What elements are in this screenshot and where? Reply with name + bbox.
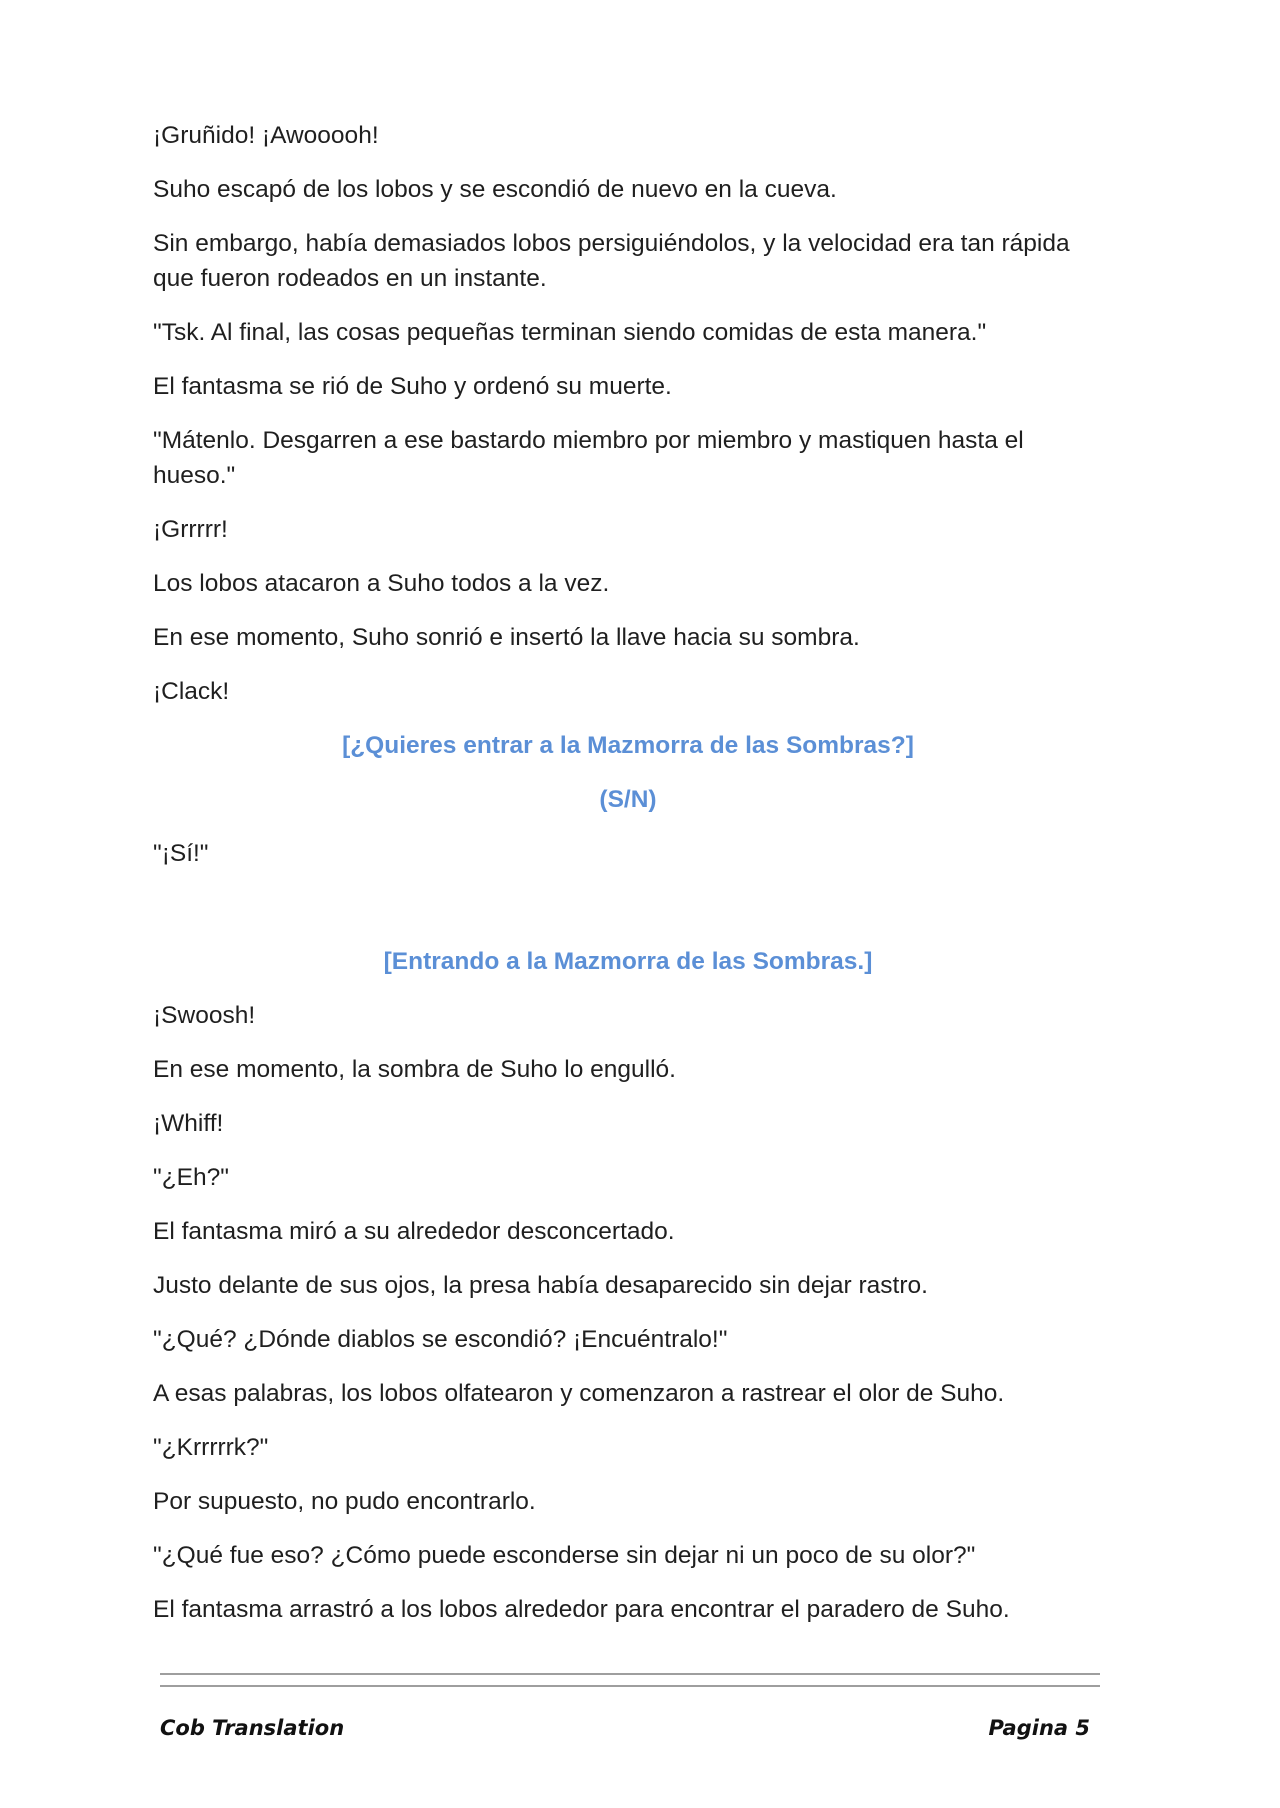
paragraph: El fantasma se rió de Suho y ordenó su muerte. [153,373,672,400]
footer-translator-name: Cob Translation [160,1716,345,1740]
paragraph: ¡Clack! [153,678,230,705]
paragraph: "¿Qué? ¿Dónde diablos se escondió? ¡Encuéntralo!" [153,1326,728,1353]
page-content [153,118,1113,1646]
paragraph: ¡Whiff! [153,1110,224,1137]
paragraph: Por supuesto, no pudo encontrarlo. [153,1488,536,1515]
paragraph: "¿Krrrrrk?" [153,1434,269,1461]
spacer [153,890,1113,944]
paragraph: Sin embargo, había demasiados lobos persiguiéndolos, y la velocidad era tan rápida que fueron rodeados en un instante. [153,230,1070,292]
paragraph: ¡Gruñido! ¡Awooooh! [153,122,379,149]
system-message-entering: [Entrando a la Mazmorra de las Sombras.] [383,948,873,975]
paragraph: ¡Swoosh! [153,1002,256,1029]
paragraph-reply: "¡Sí!" [153,840,209,867]
paragraph: "Mátenlo. Desgarren a ese bastardo miembro por miembro y mastiquen hasta el hueso." [153,427,1024,489]
footer-divider-bottom [160,1685,1100,1687]
paragraph: "¿Eh?" [153,1164,229,1191]
paragraph: A esas palabras, los lobos olfatearon y comenzaron a rastrear el olor de Suho. [153,1380,1005,1407]
paragraph: Los lobos atacaron a Suho todos a la vez. [153,570,610,597]
paragraph: El fantasma miró a su alrededor desconcertado. [153,1218,675,1245]
paragraph: "¿Qué fue eso? ¿Cómo puede esconderse sin dejar ni un poco de su olor?" [153,1542,976,1569]
paragraph: El fantasma arrastró a los lobos alrededor para encontrar el paradero de Suho. [153,1596,1010,1623]
paragraph: En ese momento, Suho sonrió e insertó la llave hacia su sombra. [153,624,860,651]
paragraph: Justo delante de sus ojos, la presa había desaparecido sin dejar rastro. [153,1272,928,1299]
paragraph: "Tsk. Al final, las cosas pequeñas terminan siendo comidas de esta manera." [153,319,987,346]
paragraph: Suho escapó de los lobos y se escondió de nuevo en la cueva. [153,176,837,203]
paragraph: ¡Grrrrr! [153,516,228,543]
system-message-prompt: [¿Quieres entrar a la Mazmorra de las Sombras?] [342,732,914,759]
footer-page-number: Pagina 5 [988,1716,1090,1740]
paragraph: En ese momento, la sombra de Suho lo engulló. [153,1056,676,1083]
system-message-options: (S/N) [599,786,657,813]
footer-divider-top [160,1673,1100,1675]
